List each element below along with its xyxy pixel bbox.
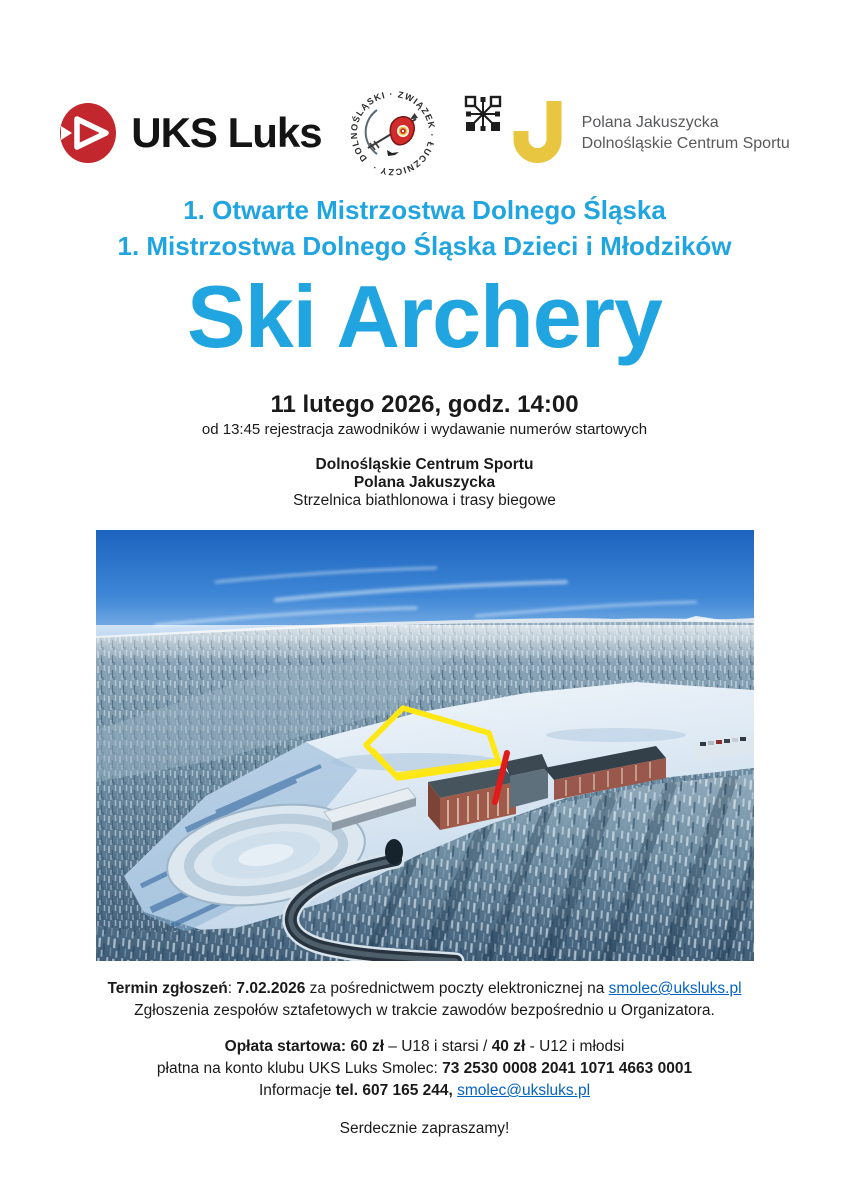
fee-label: Opłata startowa: (224, 1038, 351, 1055)
fees-line2: płatna na konto klubu UKS Luks Smolec: 73 2530 0008 2041 1071 4663 0001 (156, 1060, 693, 1077)
venue-line3: Strzelnica biathlonowa i trasy biegowe (293, 492, 556, 509)
underpass (385, 839, 403, 865)
deadline-label: Termin zgłoszeń (107, 980, 228, 997)
snowflake-j-icon (464, 93, 570, 173)
archery-association-badge-icon (346, 86, 440, 180)
event-datetime: 11 lutego 2026, godz. 14:00 (270, 391, 579, 418)
signup-line2: Zgłoszenia zespołów sztafetowych w trakcie zawodów bezpośrednio u Organizatora. (134, 1002, 715, 1019)
page-title: Ski Archery (187, 267, 662, 366)
polana-line2: Dolnośląskie Centrum Sportu (581, 135, 790, 152)
signup-line1: Termin zgłoszeń: 7.02.2026 za pośrednictwem poczty elektronicznej na smolec@uksluks.pl (107, 980, 742, 997)
signup-email-link[interactable]: smolec@uksluks.pl (608, 980, 742, 997)
uks-club-name: UKS Luks (131, 109, 322, 156)
venue-block (0, 456, 849, 510)
subtitle-line2: 1. Mistrzostwa Dolnego Śląska Dzieci i Młodzików (117, 231, 732, 261)
event-subtitle (0, 192, 849, 264)
closing-message: Serdecznie zapraszamy! (339, 1120, 510, 1137)
badge-circular-text: DOLNOŚLĄSKI · ZWIĄZEK · ŁUCZNICZY · (348, 89, 437, 178)
fees-line1: Opłata startowa: 60 zł – U18 i starsi / 40 zł - U12 i młodsi (224, 1038, 625, 1055)
subtitle-line1: 1. Otwarte Mistrzostwa Dolnego Śląska (183, 195, 666, 225)
venue-line1: Dolnośląskie Centrum Sportu (315, 456, 534, 473)
bank-account-number: 73 2530 0008 2041 1071 4663 0001 (442, 1060, 693, 1077)
uks-arrow-icon (59, 102, 117, 164)
deadline-date: 7.02.2026 (236, 980, 306, 997)
signup-info (0, 978, 849, 1022)
fees-line3: Informacje tel. 607 165 244, smolec@uksluks.pl (258, 1082, 591, 1099)
fee-u18: 60 zł (350, 1038, 384, 1055)
fee-u12: 40 zł (491, 1038, 526, 1055)
logo-header (0, 0, 849, 180)
registration-note: od 13:45 rejestracja zawodników i wydawanie numerów startowych (201, 421, 648, 438)
venue-line2: Polana Jakuszycka (353, 474, 496, 491)
fees-info (0, 1036, 849, 1102)
polana-line1: Polana Jakuszycka (581, 114, 719, 131)
phone-number: tel. 607 165 244, (335, 1082, 458, 1099)
polana-logo-text (582, 112, 790, 154)
uks-luks-logo (59, 102, 321, 164)
venue-aerial-photo (96, 530, 754, 961)
info-email-link[interactable]: smolec@uksluks.pl (457, 1082, 591, 1099)
polana-jakuszycka-logo (464, 93, 790, 173)
